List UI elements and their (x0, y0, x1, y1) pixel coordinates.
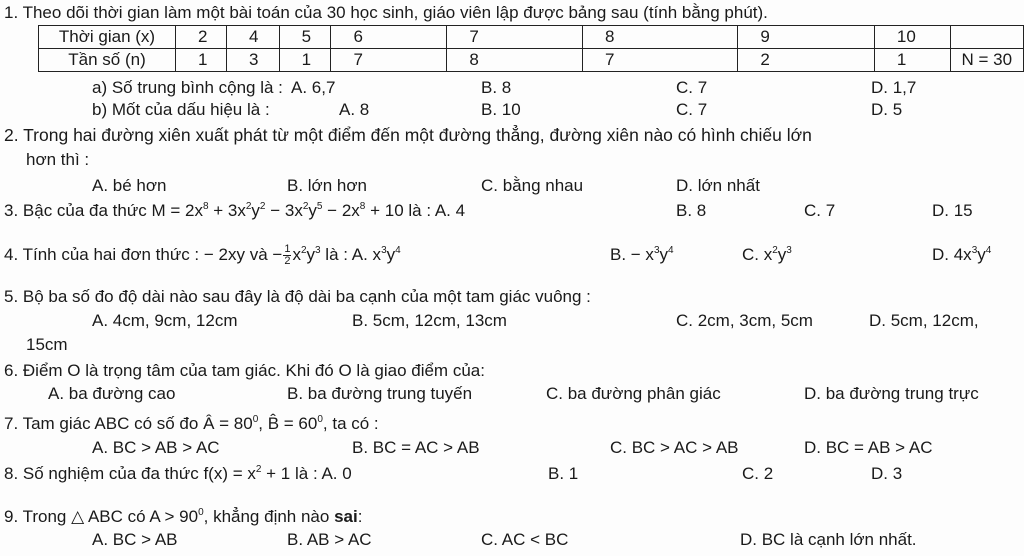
question-8-text: 8. Số nghiệm của đa thức $f(x) = x^2 + 1$ là : A. 0 (4, 464, 352, 483)
question-1a-option-c: C. 7 (676, 78, 708, 97)
question-1b-option-c: C. 7 (676, 100, 708, 119)
table-cell: 1 (176, 49, 227, 72)
question-7-text: 7. Tam giác ABC có số đo Â = $80^0$, B̂ = $60^0$, ta có : (4, 414, 379, 433)
table-cell (950, 26, 1023, 49)
table-cell: 8 (583, 26, 738, 49)
question-5-option-c: C. 2cm, 3cm, 5cm (676, 311, 813, 330)
question-2-option-d: D. lớn nhất (676, 176, 760, 195)
table-total-cell: N = 30 (950, 49, 1023, 72)
question-1b-text: b) Mốt của dấu hiệu là : (92, 100, 270, 119)
question-3-option-d: D. 15 (932, 201, 973, 220)
question-7-option-d: D. BC = AB > AC (804, 438, 933, 457)
question-9-option-d: D. BC là cạnh lớn nhất. (740, 530, 917, 549)
question-3-option-b: B. 8 (676, 201, 707, 220)
question-4-text: 4. Tính của hai đơn thức : − 2xy và − $\frac{1}{2}$ $x^2y^3$ là : A. $x^3y^4$ (4, 243, 401, 268)
table-cell: 5 (279, 26, 331, 49)
table-cell: 7 (583, 49, 738, 72)
question-1a-option-a: A. 6,7 (291, 78, 336, 97)
question-9-text: 9. Trong △ ABC có $A > 90^0$, khẳng định nào sai: (4, 507, 363, 526)
question-9-option-c: C. AC < BC (481, 530, 569, 549)
question-5-option-d-cont: 15cm (26, 335, 68, 354)
question-2-option-c: C. bằng nhau (481, 176, 584, 195)
question-9-option-b: B. AB > AC (287, 530, 372, 549)
table-cell: 3 (227, 49, 280, 72)
table-header-time: Thời gian (x) (39, 26, 176, 49)
table-cell: 2 (738, 49, 874, 72)
table-cell: 9 (738, 26, 874, 49)
table-cell: 7 (447, 26, 583, 49)
question-7-option-b: B. BC = AC > AB (352, 438, 480, 457)
question-3-text: 3. Bậc của đa thức $M = 2x^8 + 3x^2y^2 - 3x^2y^5 - 2x^8 + 10$ là : A. 4 (4, 201, 466, 220)
question-3-option-c: C. 7 (804, 201, 836, 220)
question-1b-option-a: A. 8 (339, 100, 370, 119)
question-6-option-a: A. ba đường cao (48, 384, 176, 403)
table-row (39, 26, 1024, 49)
question-2-option-a: A. bé hơn (92, 176, 167, 195)
question-1a-option-b: B. 8 (481, 78, 512, 97)
question-5-option-d: D. 5cm, 12cm, (869, 311, 979, 330)
question-9-option-a: A. BC > AB (92, 530, 178, 549)
question-8-option-c: C. 2 (742, 464, 774, 483)
question-6-option-c: C. ba đường phân giác (546, 384, 721, 403)
table-cell: 4 (227, 26, 280, 49)
question-4-option-b: B. − $x^3y^4$ (610, 245, 674, 264)
question-2-text-cont: hơn thì : (26, 150, 90, 169)
frequency-table (38, 25, 1024, 72)
question-6-text: 6. Điểm O là trọng tâm của tam giác. Khi đó O là giao điểm của: (4, 361, 485, 380)
question-7-option-a: A. BC > AB > AC (92, 438, 220, 457)
table-row (39, 49, 1024, 72)
question-6-option-d: D. ba đường trung trực (804, 384, 979, 403)
question-1b-option-d: D. 5 (871, 100, 903, 119)
question-8-option-d: D. 3 (871, 464, 903, 483)
question-2-text: 2. Trong hai đường xiên xuất phát từ một điểm đến một đường thẳng, đường xiên nào có hình chiếu lớn (4, 125, 812, 145)
question-1b-option-b: B. 10 (481, 100, 521, 119)
question-7-option-c: C. BC > AC > AB (610, 438, 739, 457)
question-8-option-b: B. 1 (548, 464, 579, 483)
question-1a-text: a) Số trung bình cộng là : (92, 78, 283, 97)
table-cell: 1 (874, 49, 950, 72)
table-cell: 2 (176, 26, 227, 49)
question-5-text: 5. Bộ ba số đo độ dài nào sau đây là độ dài ba cạnh của một tam giác vuông : (4, 287, 591, 306)
fraction-one-half: $\frac{1}{2}$ (284, 243, 291, 268)
question-5-option-b: B. 5cm, 12cm, 13cm (352, 311, 507, 330)
table-cell: 1 (279, 49, 331, 72)
question-2-option-b: B. lớn hơn (287, 176, 367, 195)
question-4-option-d: D. $4x^3y^4$ (932, 245, 992, 264)
question-1-text: 1. Theo dõi thời gian làm một bài toán của 30 học sinh, giáo viên lập được bảng sau (tính bằng phút). (4, 3, 768, 22)
question-5-option-a: A. 4cm, 9cm, 12cm (92, 311, 238, 330)
table-header-frequency: Tần số (n) (39, 49, 176, 72)
table-cell: 7 (331, 49, 447, 72)
table-cell: 8 (447, 49, 583, 72)
table-cell: 10 (874, 26, 950, 49)
question-6-option-b: B. ba đường trung tuyến (287, 384, 473, 403)
table-cell: 6 (331, 26, 447, 49)
question-4-option-c: C. $x^2y^3$ (742, 245, 792, 264)
question-1a-option-d: D. 1,7 (871, 78, 917, 97)
